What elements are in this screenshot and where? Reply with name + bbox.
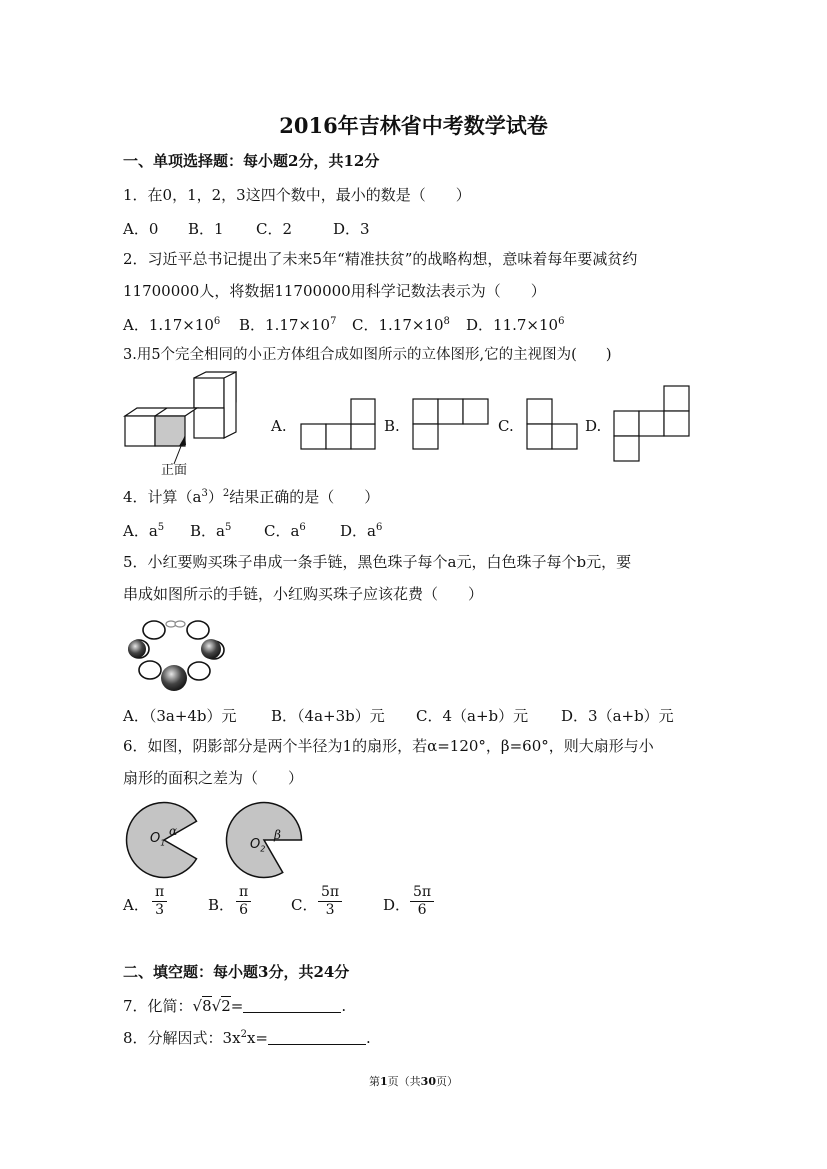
q2-option-b-exponent: 7 <box>330 316 337 327</box>
o2-letter: O <box>250 837 261 852</box>
q7-radicand-1: 8 <box>202 997 212 1015</box>
q7-end: . <box>341 997 347 1015</box>
q6-option-a-fraction <box>152 884 167 919</box>
o1-label <box>150 830 165 853</box>
q1-option-c[interactable]: C．2 <box>256 220 293 238</box>
page-footer <box>0 1073 827 1089</box>
q4-option-b-text: B．a <box>190 522 225 540</box>
q7-equals: = <box>230 997 244 1015</box>
q6-d-denominator: 6 <box>417 902 427 918</box>
question-5-line1: 5．小红要购买珠子串成一条手链，黑色珠子每个a元，白色珠子每个b元，要 <box>123 553 632 571</box>
sqrt-icon: √ <box>211 997 222 1015</box>
q4-option-c[interactable] <box>264 520 306 541</box>
q4-stem-post: 结果正确的是（ ） <box>229 488 380 506</box>
sector-figure-1 <box>124 798 220 884</box>
q4-option-b[interactable] <box>190 520 231 541</box>
question-7 <box>123 997 346 1015</box>
q5-option-b[interactable]: B．（4a+3b）元 <box>271 707 385 725</box>
q2-option-a[interactable] <box>123 314 220 335</box>
q2-option-a-text: A．1.17×10 <box>123 316 214 334</box>
q2-option-c-text: C．1.17×10 <box>352 316 444 334</box>
q3-option-a[interactable]: A. <box>271 417 287 435</box>
q4-option-d-text: D．a <box>340 522 376 540</box>
cube-lower-front <box>194 408 224 438</box>
o1-subscript: 1 <box>160 838 166 848</box>
q3-option-c[interactable]: C. <box>498 417 514 435</box>
q6-b-denominator: 6 <box>239 902 249 918</box>
white-bead <box>187 621 209 639</box>
footer-pre: 第 <box>369 1075 381 1088</box>
q2-option-b[interactable] <box>239 314 336 335</box>
q4-option-a-exponent: 5 <box>157 522 165 533</box>
q8-post: x= <box>246 1029 268 1047</box>
q6-option-b-fraction <box>236 884 251 919</box>
q7-answer-blank[interactable] <box>243 998 341 1013</box>
q4-stem-mid: ） <box>207 488 223 506</box>
question-8 <box>123 1029 371 1047</box>
q6-option-d-fraction <box>410 884 434 919</box>
q6-a-denominator: 3 <box>155 902 165 918</box>
section-heading-choice: 一、单项选择题：每小题2分，共12分 <box>123 152 380 170</box>
q1-option-a[interactable]: A．0 <box>123 220 159 238</box>
q6-a-numerator: π <box>152 884 167 902</box>
alpha-label: α <box>169 824 178 838</box>
white-bead <box>188 662 210 680</box>
beta-label: β <box>274 828 281 842</box>
q2-option-d-text: D．11.7×10 <box>466 316 559 334</box>
q4-stem-exp2: 2 <box>222 488 230 499</box>
q6-option-d[interactable]: D． <box>383 896 411 914</box>
question-2-line2: 11700000人，将数据11700000用科学记数法表示为（ ） <box>123 282 546 300</box>
page-title: 2016年吉林省中考数学试卷 <box>279 113 548 138</box>
o2-label <box>250 836 265 859</box>
question-1-stem: 1．在0，1，2，3这四个数中，最小的数是（ ） <box>123 186 471 204</box>
black-bead <box>201 639 221 659</box>
q4-stem-exp1: 3 <box>201 488 208 499</box>
q6-option-b[interactable]: B． <box>208 896 235 914</box>
q2-option-d-exponent: 6 <box>558 316 565 327</box>
footer-mid: 页（共 <box>387 1075 421 1088</box>
sector-figure-2 <box>224 798 320 888</box>
q2-option-c-exponent: 8 <box>443 316 450 327</box>
q4-option-c-exponent: 6 <box>299 522 306 533</box>
cube-front-left <box>125 416 155 446</box>
q7-pre: 7．化简： <box>123 997 193 1015</box>
sqrt-icon: √ <box>192 997 203 1015</box>
question-3-stem: 3.用5个完全相同的小正方体组合成如图所示的立体图形,它的主视图为( ) <box>123 347 612 363</box>
q1-option-d[interactable]: D．3 <box>333 220 370 238</box>
q6-b-numerator: π <box>236 884 251 902</box>
o1-letter: O <box>150 831 161 846</box>
q5-option-d[interactable]: D．3（a+b）元 <box>561 707 674 725</box>
q6-option-c[interactable]: C． <box>291 896 318 914</box>
clasp <box>175 621 185 627</box>
front-label: 正面 <box>161 463 188 478</box>
q4-option-b-exponent: 5 <box>224 522 232 533</box>
white-bead <box>143 621 165 639</box>
q3-option-a-figure <box>300 398 376 450</box>
question-5-line2: 串成如图所示的手链，小红购买珠子应该花费（ ） <box>123 585 484 603</box>
q2-option-d[interactable] <box>466 314 564 335</box>
q1-option-b[interactable]: B．1 <box>188 220 224 238</box>
q3-option-b-figure <box>412 398 490 450</box>
q3-option-d[interactable]: D. <box>585 417 602 435</box>
question-2-line1: 2．习近平总书记提出了未来5年“精准扶贫”的战略构想，意味着每年要减贫约 <box>123 250 638 268</box>
q6-c-denominator: 3 <box>325 902 335 918</box>
section-heading-fill-in: 二、填空题：每小题3分，共24分 <box>123 963 350 981</box>
cube-front-shaded <box>155 416 185 446</box>
q8-exponent: 2 <box>240 1029 247 1040</box>
q8-end: . <box>365 1029 371 1047</box>
footer-total-pages: 30 <box>420 1075 436 1088</box>
q2-option-b-text: B．1.17×10 <box>239 316 331 334</box>
q7-radicand-2: 2 <box>221 997 231 1015</box>
q5-option-c[interactable]: C．4（a+b）元 <box>416 707 529 725</box>
footer-page-number: 1 <box>380 1075 388 1088</box>
q4-option-d[interactable] <box>340 520 382 541</box>
q4-option-d-exponent: 6 <box>375 522 383 533</box>
bead-bracelet-figure <box>124 616 228 694</box>
q8-pre: 8．分解因式：3x <box>123 1029 241 1047</box>
cube-upper-front <box>194 378 224 408</box>
q2-option-c[interactable] <box>352 314 450 335</box>
q3-option-c-figure <box>526 398 578 450</box>
o2-subscript: 2 <box>260 844 266 854</box>
q5-option-a[interactable]: A．（3a+4b）元 <box>123 707 237 725</box>
q4-option-c-text: C．a <box>264 522 300 540</box>
footer-post: 页） <box>435 1075 458 1088</box>
q2-option-a-exponent: 6 <box>213 316 221 327</box>
q6-c-numerator: 5π <box>318 884 342 902</box>
question-4-stem <box>123 488 379 506</box>
q4-stem-pre: 4．计算（a <box>123 488 202 506</box>
q3-option-d-figure <box>613 385 691 463</box>
q4-option-a-text: A．a <box>123 522 158 540</box>
black-bead <box>161 665 187 691</box>
q6-option-c-fraction <box>318 884 342 919</box>
q4-option-a[interactable] <box>123 520 164 541</box>
white-bead <box>139 661 161 679</box>
question-6-line1: 6．如图，阴影部分是两个半径为1的扇形，若α=120°，β=60°，则大扇形与小 <box>123 737 654 755</box>
q8-answer-blank[interactable] <box>268 1030 366 1045</box>
q6-option-a[interactable]: A． <box>123 896 149 914</box>
black-bead <box>128 640 146 658</box>
question-6-line2: 扇形的面积之差为（ ） <box>123 769 304 787</box>
q3-option-b[interactable]: B. <box>384 417 400 435</box>
cube-upper-side <box>224 372 236 438</box>
q6-d-numerator: 5π <box>410 884 434 902</box>
